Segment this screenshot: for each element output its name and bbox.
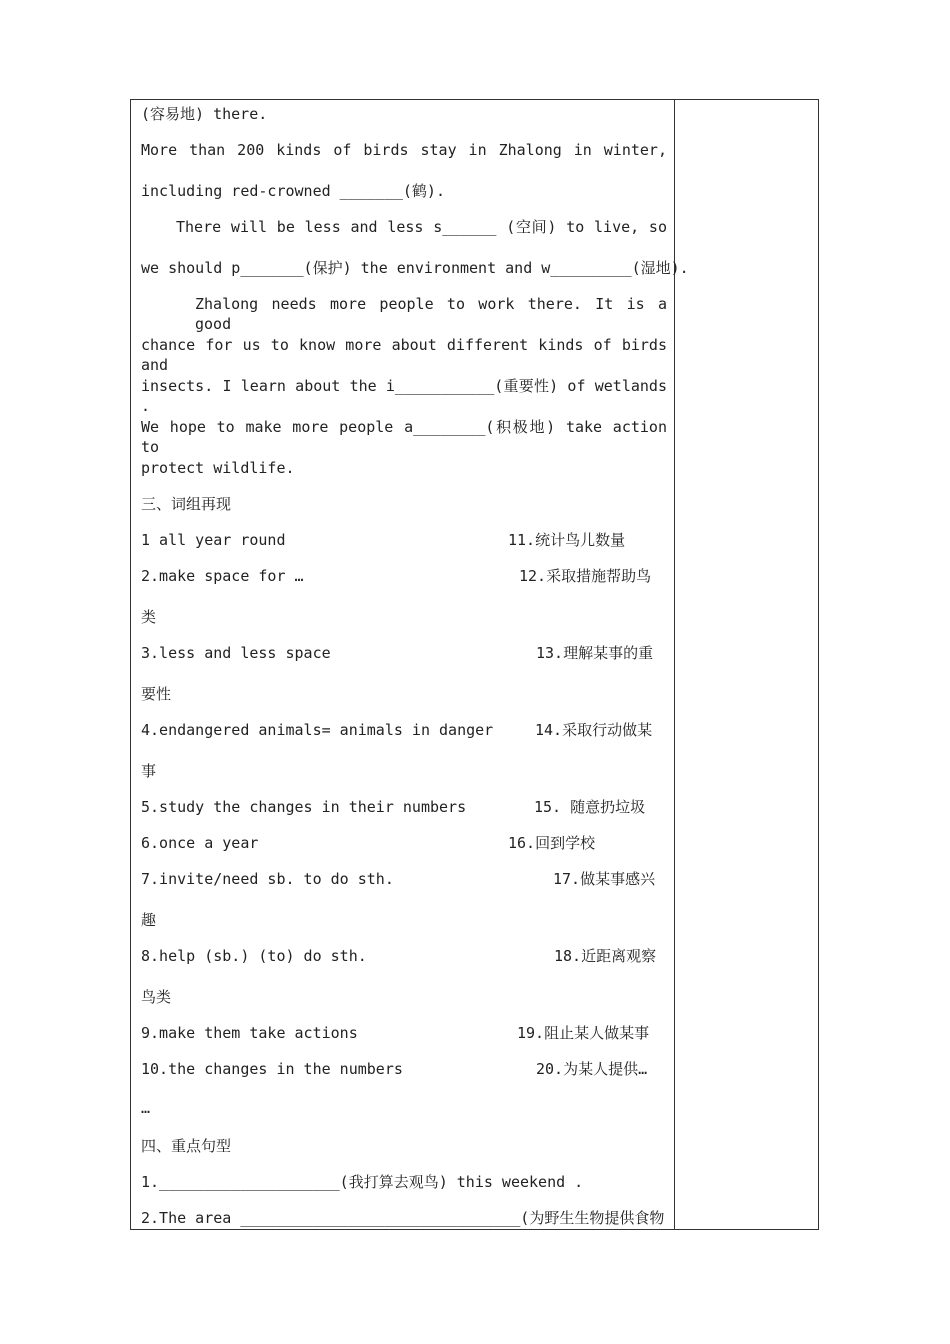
section-heading: 四、重点句型 bbox=[141, 1137, 232, 1155]
phrase-continuation: … bbox=[141, 1099, 151, 1117]
passage-line: insects. I learn about the i___________(重要性) of wetlands . bbox=[141, 377, 667, 415]
sentence-line: 2.The area _______________________________(为野生生物提供食物 bbox=[141, 1209, 665, 1227]
phrase-left: 2.make space for … bbox=[141, 567, 304, 585]
passage-line: (容易地) there. bbox=[141, 105, 268, 123]
passage-line: More than 200 kinds of birds stay in Zhalong in winter, bbox=[141, 141, 667, 159]
phrase-right: 11.统计鸟儿数量 bbox=[508, 531, 626, 549]
passage-line: There will be less and less s______ (空间) to live, so bbox=[176, 218, 667, 236]
phrase-right: 13.理解某事的重 bbox=[536, 644, 654, 662]
section-heading: 三、词组再现 bbox=[141, 495, 232, 513]
sentence-line: 1.____________________(我打算去观鸟) this weekend . bbox=[141, 1173, 584, 1191]
phrase-left: 9.make them take actions bbox=[141, 1024, 358, 1042]
passage-line: protect wildlife. bbox=[141, 459, 295, 477]
content-cell bbox=[131, 100, 689, 1229]
phrase-right: 17.做某事感兴 bbox=[553, 870, 656, 888]
phrase-continuation: 要性 bbox=[141, 685, 172, 703]
phrase-continuation: 鸟类 bbox=[141, 988, 172, 1006]
passage-line: chance for us to know more about different kinds of birds and bbox=[141, 336, 667, 374]
phrase-left: 5.study the changes in their numbers bbox=[141, 798, 467, 816]
phrase-right: 20.为某人提供… bbox=[536, 1060, 648, 1078]
phrase-right: 14.采取行动做某 bbox=[535, 721, 653, 739]
phrase-left: 3.less and less space bbox=[141, 644, 331, 662]
phrase-left: 1 all year round bbox=[141, 531, 286, 549]
phrase-left: 8.help (sb.) (to) do sth. bbox=[141, 947, 367, 965]
worksheet-table bbox=[130, 99, 819, 1230]
phrase-left: 6.once a year bbox=[141, 834, 259, 852]
phrase-continuation: 事 bbox=[141, 762, 157, 780]
phrase-left: 7.invite/need sb. to do sth. bbox=[141, 870, 394, 888]
passage-line: We hope to make more people a________(积极地) take action to bbox=[141, 418, 667, 456]
notes-cell bbox=[675, 100, 818, 1229]
passage-line: Zhalong needs more people to work there. It is a good bbox=[195, 295, 667, 333]
passage-line: including red-crowned _______(鹤). bbox=[141, 182, 445, 200]
phrase-right: 16.回到学校 bbox=[508, 834, 596, 852]
phrase-right: 15. 随意扔垃圾 bbox=[534, 798, 646, 816]
phrase-continuation: 类 bbox=[141, 608, 157, 626]
phrase-right: 12.采取措施帮助鸟 bbox=[519, 567, 652, 585]
phrase-continuation: 趣 bbox=[141, 911, 157, 929]
phrase-right: 18.近距离观察 bbox=[554, 947, 657, 965]
phrase-left: 4.endangered animals= animals in danger bbox=[141, 721, 494, 739]
phrase-right: 19.阻止某人做某事 bbox=[517, 1024, 650, 1042]
passage-line: we should p_______(保护) the environment and w_________(湿地). bbox=[141, 259, 689, 277]
phrase-left: 10.the changes in the numbers bbox=[141, 1060, 403, 1078]
